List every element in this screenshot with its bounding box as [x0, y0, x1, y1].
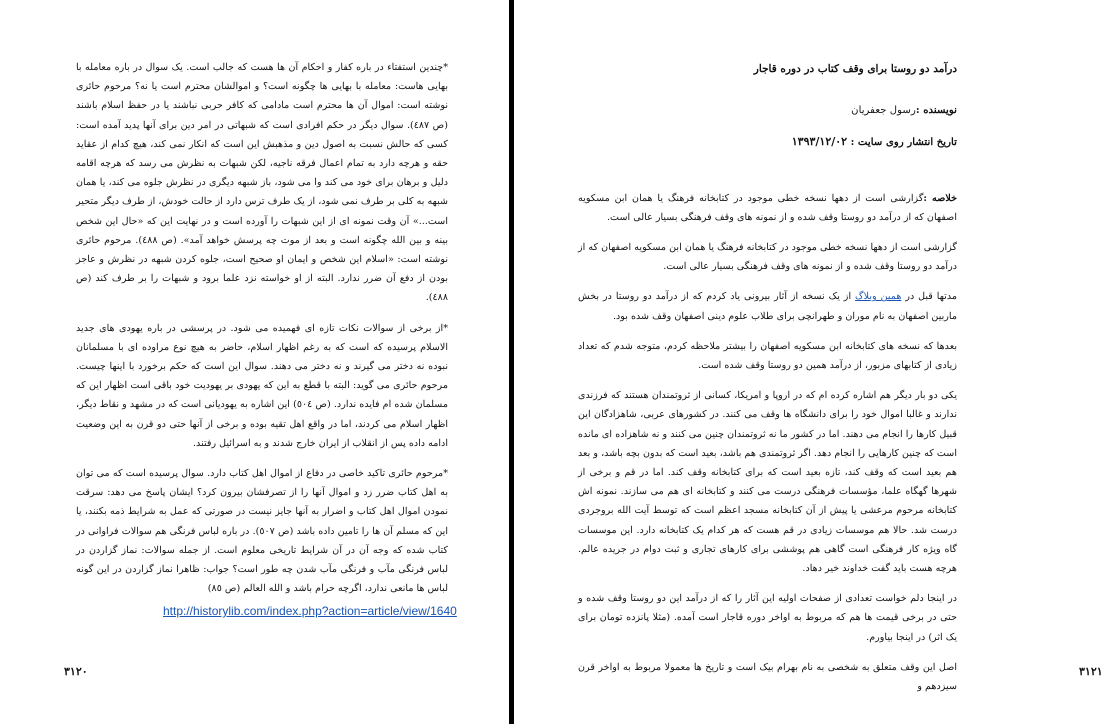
author-name: رسول جعفریان	[851, 105, 916, 117]
paragraph: در اینجا دلم خواست تعدادی از صفحات اولیه این آثار را که از درآمد این دو روستا وقف شده و حتی در برخی قیمت ها هم که مربوط به اواخر دوره قاجار است آمده. (مثلا پانزده تومان برای یک اثر) در اینجا بیاورم.	[578, 593, 957, 643]
paragraph: یکی دو بار دیگر هم اشاره کرده ام که در اروپا و امریکا، کسانی از ثروتمندان هستند که فرزندی ندارند و غالبا اموال خود را برای دانشگاه ها وقف می کنند. در کشورهای عربی، شاهزادگان این قبیل کارها را انجام می دهند. اما در کشور ما نه ثروتمندان چنین می کنند و نه شاهزاده ای مانده است که چنین کارهایی را انجام دهد. اگر ثروتمندی هم باشد، بعید است که بدون بچه باشد، و بعد هم بعید است که وقف کند، تازه بعید است که برای کتابخانه وقف کند. اما در قم و برخی از شهرها گهگاه علما، مؤسسات فرهنگی درست می کنند و کتابخانه ای هم می سازند. نمونه اش کتابخانه مرحوم مرعشی یا پیش از آن کتابخانه مسجد اعظم است که توسط آیت الله بروجردی درست شد. حالا هم موسسات زیادی در قم هست که هر کدام یک کتابخانه دارد. این موسسات گاه ویژه کار فرهنگی است گاهی هم پوششی برای کارهای تجاری و ثبت دوام در جریده عالم. هرچه هست باید گفت خداوند خیر دهاد.	[578, 390, 957, 575]
summary-label: خلاصه :	[923, 192, 957, 204]
author-line	[578, 101, 957, 120]
weblog-text-after: از یک نسخه از آثار بیرونی یاد کردم که از درآمد دو روستا در بخش ماربین اصفهان به نام موران و طهرانچی برای طلاب علوم دینی اصفهان وقف شده بود.	[578, 291, 957, 322]
weblog-link[interactable]: همین وبلاگ	[855, 291, 902, 303]
page-number-left: ۳۱۲۰	[64, 665, 88, 678]
page-number-right: ۳۱۲۱	[1079, 665, 1103, 678]
publish-date-line	[578, 132, 957, 152]
publish-date-label: تاریخ انتشار روی سایت :	[850, 136, 957, 149]
paragraph: *مرحوم حائری تاکید خاصی در دفاع از اموال اهل کتاب دارد. سوال پرسیده است که می توان به اهل کتاب ضرر زد و اموال آنها را از تصرفشان بیرون کرد؟ ایشان پاسخ می دهد: سرقت نمودن اموال اهل کتاب و اضرار به آنها جایز نیست در صورتی که عمل به شرایط ذمه بکنند، یا این که مسلم آن ها را تامین داده باشد (ص ٥٠٧). در باره لباس فرنگی هم سوالات فراوانی در کتاب شده که وجه آن در آن شرایط تاریخی معلوم است. از جمله سوالات: نماز گزاردن در لباس فرنگی مآب و فرنگی مآب شدن چه طور است؟ جواب: ظاهرا نماز گزاردن در این گونه لباس ها مانعی ندارد، اگرچه حرام باشد و الله العالم (ص ٨٥)	[76, 468, 448, 595]
right-page-text	[578, 60, 957, 707]
paragraph: اصل این وقف متعلق به شخصی به نام بهرام بیک است و تاریخ ها معمولا مربوط به اواخر قرن سیزدهم و	[578, 661, 957, 693]
paragraph: بعدها که نسخه های کتابخانه ابن مسکویه اصفهان را بیشتر ملاحظه کردم، متوجه شدم که تعداد زیادی از کتابهای مزبور، از درآمد همین دو روستا وقف شده است.	[578, 340, 957, 372]
right-page	[514, 0, 1103, 724]
weblog-text-before: مدتها قبل در	[901, 291, 958, 303]
left-page	[0, 0, 509, 724]
summary	[578, 189, 957, 227]
paragraph: *از برخی از سوالات نکات تازه ای فهمیده می شود. در پرسشی در باره یهودی های جدید الاسلام پرسیده که است که به رغم اظهار اسلام، حاضر به هیچ نوع مراوده ای با مسلمانان نبوده نه دختر می گیرند و نه دختر می دهند. سوال این است که حکم برخورد با اینها چیست. مرحوم حائری می گوید: البته با قطع به این که یهودی بر یهودیت خود باقی است اظهار این که مسلمان شده ام فایده ندارد. (ص ٥٠٤) این اشاره به یهودیانی است که در مشهد و نقاط دیگر، اظهار اسلام می کردند، اما در واقع اهل تقیه بوده و برخی از آنها حتی دو قرن به این وضعیت ادامه داده پس از انقلاب از ایران خارج شدند و به اسرائیل رفتند.	[76, 322, 448, 449]
intro-paragraph: گزارشی است از دهها نسخه خطی موجود در کتابخانه فرهنگ یا همان ابن مسکویه اصفهان که از درآمد دو روستا وقف شده و از نمونه های وقف فرهنگی بسیار عالی است.	[578, 242, 957, 273]
source-link[interactable]: http://historylib.com/index.php?action=article/view/1640	[163, 604, 457, 618]
paragraph: *چندین استفتاء در باره کفار و احکام آن ها هست که جالب است. یک سوال در باره معامله با بهایی هاست: معامله با بهایی ها چگونه است؟ و اموالشان محترم است یا نه؟ مرحوم حائری نوشته است: اموال آن ها محترم است مادامی که کافر حربی نباشند یا در حفظ اسلام باشند (ص ٤٨٧). سوال دیگر در حکم افرادی است که شبهاتی در امر دین برای آنها پدید آمده است: کسی که حالش نسبت به اصول دین و مذهبش این است که انکار نمی کند، هیچ کدام از عقاید حقه و هرچه دارد به تمام اعمال فرقه ناجیه، لکن شبهات به نظرش می رسد که هرچه اقامه دلیل و برهان برای خود می کند وا می شود، باز شبهه دیگری در نظرش جلوه می کند، یا همان شبهه به کلی بر طرف نمی شود، از یک طرف ترس دارد از حالت خودش، از طرف دیگر متحیر است...» آن وقت نمونه ای از این شبهات را آورده است و در نهایت این که «حال این شخص بینه و بین الله چگونه است و بعد از موت چه پرسش خواهد آمد». (ص ٤٨٨). مرحوم حائری نوشته است: «اسلام این شخص و ایمان او صحیح است، جلوه کردن شبهه در نظرش و عاجز بودن از دفع آن ضرر ندارد. البته از او خواسته نزد علما برود و شبهات را بر طرف کند (ص ٤٨٨).	[76, 62, 448, 304]
summary-text: گزارشی است از دهها نسخه خطی موجود در کتابخانه فرهنگ یا همان ابن مسکویه اصفهان که از درآمد دو روستا وقف شده و از نمونه های وقف فرهنگی بسیار عالی است.	[578, 192, 957, 223]
article-title: درآمد دو روستا برای وقف کتاب در دوره قاجار	[753, 63, 957, 75]
author-label: نویسنده :	[915, 104, 957, 117]
weblog-paragraph	[578, 287, 957, 325]
left-page-text	[76, 58, 448, 609]
publish-date: ۱۳۹۳/۱۲/۰۲	[791, 135, 848, 149]
